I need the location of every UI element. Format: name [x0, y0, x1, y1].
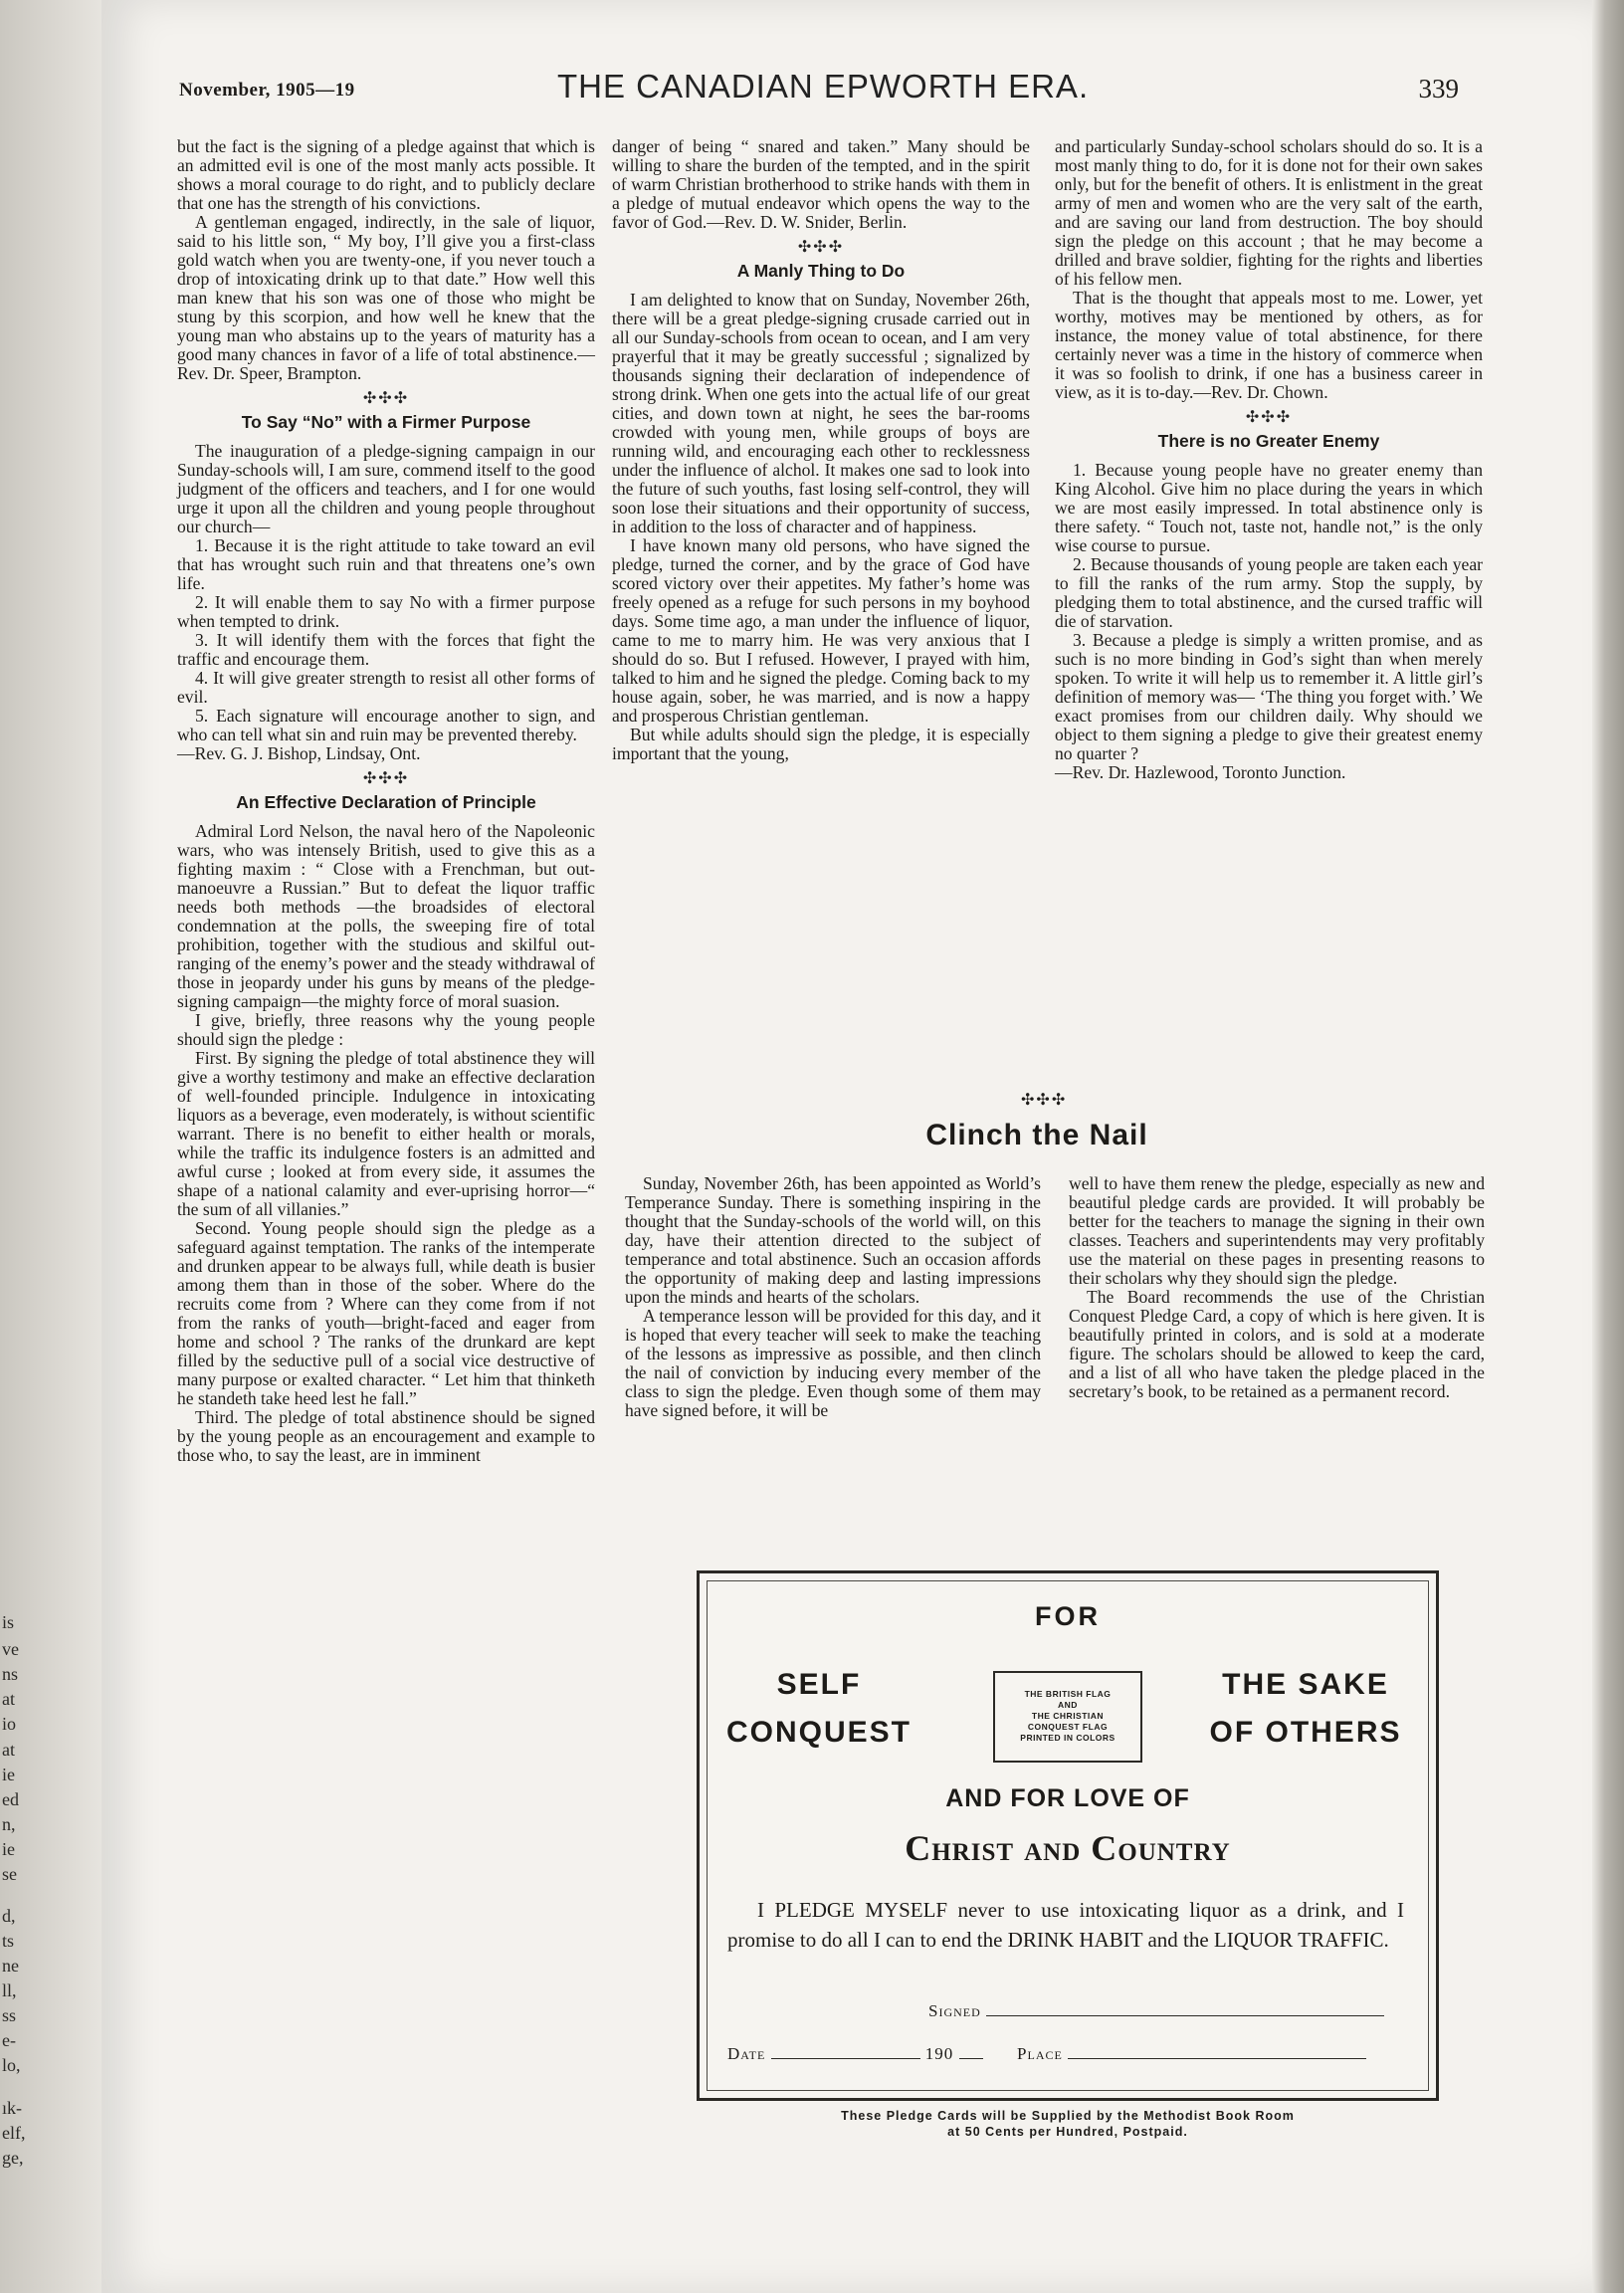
fringe-fragment: ne	[2, 1956, 19, 1976]
paragraph: But while adults should sign the pledge, it is especially important that the young,	[612, 725, 1030, 763]
signed-label: Signed	[928, 2001, 981, 2020]
clinch-column-right	[1069, 1174, 1485, 1401]
paragraph: The Board recommends the use of the Christian Conquest Pledge Card, a copy of which is here given. It is beautifully printed in colors, and is sold at a moderate figure. The scholars should be allowed to keep the card, and a list of all who have taken the pledge placed in the secretary’s book, to be retained as a permanent record.	[1069, 1287, 1485, 1401]
column-2	[612, 137, 1030, 763]
ornament: ✣✣✣	[797, 239, 845, 256]
paragraph: A gentleman engaged, indirectly, in the sale of liquor, said to his little son, “ My boy, I’ll give you a first-class gold watch when you are twenty-one, if you never touch a drop of intoxicating drink up to that date.” How well this man knew that his son was one of those who might be stung by this scorpion, and how well he knew that the young man who abstains up to the years of maturity has a good many chances in favor of a life of total abstinence.—Rev. Dr. Speer, Brampton.	[177, 212, 595, 383]
ornament: ✣✣✣	[362, 390, 410, 407]
fringe-fragment: elf,	[2, 2123, 26, 2143]
fringe-fragment: d,	[2, 1906, 16, 1926]
pledge-card	[697, 1570, 1439, 2101]
list-item: 1. Because it is the right attitude to take toward an evil that has wrought such ruin and that threatens one’s own life.	[177, 535, 595, 593]
fringe-fragment: ie	[2, 1765, 15, 1784]
flag-caption: CONQUEST FLAG	[1027, 1722, 1109, 1732]
section-heading: To Say “No” with a Firmer Purpose	[241, 412, 531, 432]
fringe-fragment: e-	[2, 2030, 16, 2050]
fringe-fragment: io	[2, 1714, 17, 1734]
ornament: ✣✣✣	[1245, 409, 1293, 426]
card-word: SELF	[776, 1668, 862, 1701]
card-love: AND FOR LOVE OF	[945, 1784, 1190, 1812]
flag-caption: THE BRITISH FLAG	[1024, 1689, 1112, 1699]
page-header	[179, 68, 1483, 117]
card-word: THE SAKE	[1222, 1668, 1389, 1701]
fringe-fragment: se	[2, 1864, 17, 1884]
paragraph: I give, briefly, three reasons why the young people should sign the pledge :	[177, 1010, 595, 1049]
card-christ-country: Christ and Country	[905, 1828, 1231, 1868]
list-item: 2. Because thousands of young people are taken each year to fill the ranks of the rum army. Stop the supply, by pledging them to total abstinence, and the cursed traffic will die of starvation.	[1055, 554, 1483, 631]
fringe-fragment: is	[2, 1612, 15, 1632]
fringe-fragment: ss	[2, 2005, 17, 2025]
paragraph: but the fact is the signing of a pledge against that which is an admitted evil is one of the most manly acts possible. It shows a moral courage to do right, and to publicly declare that one has the strength of his convictions.	[177, 136, 595, 213]
flag-caption: AND	[1058, 1700, 1078, 1710]
signature-blank	[986, 2015, 1384, 2016]
fringe-fragment: ge,	[2, 2148, 24, 2168]
list-item: 3. Because a pledge is simply a written promise, and as such is no more binding in God’s sight than when merely spoken. To write it will help us to remember it. A little girl’s definition of memory was— ‘The thing you forget with.’ We exact promises from our children daily. Why should we object to them signing a pledge to give their greatest enemy no quarter ?	[1055, 630, 1483, 763]
paragraph: well to have them renew the pledge, especially as new and beautiful pledge cards are provided. It will probably be better for the teachers to manage the signing in their own classes. Teachers and superintendents may very profitably use the material on these pages in presenting reasons to their scholars why they should sign the pledge.	[1069, 1173, 1485, 1288]
fringe-fragment: n,	[2, 1814, 16, 1834]
section-heading: There is no Greater Enemy	[1157, 431, 1380, 451]
paragraph: Third. The pledge of total abstinence should be signed by the young people as an encouragement and example to those who, to say the least, are in imminent	[177, 1407, 595, 1465]
flag-caption: THE CHRISTIAN	[1031, 1711, 1105, 1721]
fringe-fragment: ed	[2, 1789, 19, 1809]
year-label: 190	[924, 2044, 954, 2063]
signature-line: —Rev. G. J. Bishop, Lindsay, Ont.	[177, 743, 421, 763]
adjacent-page-fringe	[0, 0, 26, 2293]
list-item: 1. Because young people have no greater enemy than King Alcohol. Give him no place during the years in which we are most easily impressed. In total abstinence only is there safety. “ Touch not, taste not, handle not,” is the only wise course to pursue.	[1055, 460, 1483, 555]
section-heading: A Manly Thing to Do	[736, 261, 906, 281]
year-blank	[959, 2058, 983, 2059]
paragraph: danger of being “ snared and taken.” Many should be willing to share the burden of the tempted, and in the spirit of warm Christian brotherhood to strike hands with them in a pledge of mutual endeavor which opens the way to the favor of God.—Rev. D. W. Snider, Berlin.	[612, 136, 1030, 232]
signed-field	[928, 2001, 1406, 2021]
fringe-fragment: ie	[2, 1839, 15, 1859]
fringe-fragment: ll,	[2, 1980, 17, 2000]
footer-line: These Pledge Cards will be Supplied by the Methodist Book Room	[841, 2109, 1295, 2123]
card-right-words	[1183, 1661, 1428, 1757]
flag-caption: PRINTED IN COLORS	[1020, 1733, 1116, 1743]
section-heading: An Effective Declaration of Principle	[236, 792, 536, 812]
paragraph: Second. Young people should sign the pledge as a safeguard against temptation. The ranks of the intemperate and drunken appear to be always full, while death is busier among them than in those of the sober. Where do the recruits come from ? Where can they come from if not from the ranks of youth—bright-faced and eager from home and school ? The ranks of the drunkard are kept filled by the seductive pull of a social vice destructive of many purpose or exalted character. “ Let him that thinketh he standeth take heed lest he fall.”	[177, 1218, 595, 1408]
issue-date: November, 1905—19	[179, 80, 355, 101]
paragraph: Admiral Lord Nelson, the naval hero of the Napoleonic wars, who was intensely British, used to give this as a fighting maxim : “ Close with a Frenchman, but out-manoeuvre a Russian.” But to defeat the liquor traffic needs both methods —the broadsides of electoral condemnation at the polls, the sweeping fire of total prohibition, together with the studious and skilful out-ranging of the enemy’s power and the steady withdrawal of those in jeopardy under his guns by means of the pledge-signing campaign—the mighty force of moral suasion.	[177, 821, 595, 1011]
date-label: Date	[727, 2044, 766, 2063]
article-title: Clinch the Nail	[925, 1119, 1148, 1151]
place-blank	[1068, 2058, 1366, 2059]
card-word: OF OTHERS	[1209, 1716, 1402, 1749]
fringe-fragment: ns	[2, 1664, 19, 1684]
column-3	[1055, 137, 1483, 782]
paragraph: I have known many old persons, who have signed the pledge, turned the corner, and by the grace of God have scored victory over their appetites. My father’s home was freely opened as a refuge for such persons in my boyhood days. Some time ago, a man under the influence of liquor, came to me to marry him. He was very anxious that I should do so. But I refused. However, I prayed with him, talked to him and he signed the pledge. Coming back to my house again, sober, he was married, and is now a happy and prosperous Christian gentleman.	[612, 535, 1030, 726]
card-left-words	[719, 1661, 918, 1757]
publication-title: THE CANADIAN EPWORTH ERA.	[557, 68, 1090, 104]
date-place-row	[727, 2044, 1414, 2064]
date-blank	[771, 2058, 920, 2059]
column-1	[177, 137, 595, 1465]
card-word: CONQUEST	[725, 1716, 912, 1749]
signature-line: —Rev. Dr. Hazlewood, Toronto Junction.	[1055, 762, 1346, 782]
page-number: 339	[1418, 74, 1459, 104]
fringe-fragment: at	[2, 1689, 15, 1709]
list-item: 3. It will identify them with the forces that fight the traffic and encourage them.	[177, 630, 595, 669]
paragraph: That is the thought that appeals most to me. Lower, yet worthy, motives may be mentioned by others, as for instance, the money value of total abstinence, for there certainly never was a time in the history of commerce when it was so foolish to drink, if one has a business career in view, as it is to-day.—Rev. Dr. Chown.	[1055, 288, 1483, 402]
fringe-fragment: ık-	[2, 2098, 22, 2118]
clinch-column-left	[625, 1174, 1041, 1420]
card-footer-note	[697, 2108, 1439, 2140]
list-item: 4. It will give greater strength to resist all other forms of evil.	[177, 668, 595, 707]
list-item: 5. Each signature will encourage another to sign, and who can tell what sin and ruin may be prevented thereby.	[177, 706, 595, 744]
ornament: ✣✣✣	[1021, 1092, 1068, 1109]
fringe-fragment: ve	[2, 1639, 19, 1659]
paragraph: I am delighted to know that on Sunday, November 26th, there will be a great pledge-signing crusade carried out in all our Sunday-schools from ocean to ocean, and I am very prayerful that it may be greatly successful ; signalized by thousands signing their declaration of independence of strong drink. When one gets into the actual life of our great cities, and down town at night, he sees the bar-rooms crowded with young men, while groups of boys are running wild, and encouraging each other to recklessness under the influence of alchol. It makes one sad to look into the future of such youths, fast losing self-control, they will soon lose their situations and their opportunity of success, in addition to the loss of character and of happiness.	[612, 290, 1030, 536]
paragraph: Sunday, November 26th, has been appointed as World’s Temperance Sunday. There is something inspiring in the thought that the Sunday-schools of the world will, on this day, have their attention directed to the subject of temperance and total abstinence. Such an occasion affords the opportunity of making deep and lasting impressions upon the minds and hearts of the scholars.	[625, 1173, 1041, 1307]
fringe-fragment: ts	[2, 1931, 15, 1951]
list-item: 2. It will enable them to say No with a firmer purpose when tempted to drink.	[177, 592, 595, 631]
card-for: FOR	[1035, 1601, 1101, 1631]
paragraph: First. By signing the pledge of total abstinence they will give a worthy testimony and make an effective declaration of well-founded principle. Indulgence in intoxicating liquors as a beverage, even moderately, is without scientific warrant. There is no benefit to either health or morals, while the traffic its indulgence fosters is an admitted and awful curse ; looked at from every side, it assumes the shape of a national calamity and ever-uprising horror—“ the sum of all villanies.”	[177, 1048, 595, 1219]
fringe-fragment: at	[2, 1740, 15, 1760]
flag-placeholder	[993, 1671, 1142, 1763]
paragraph: A temperance lesson will be provided for this day, and it is hoped that every teacher will seek to make the teaching of the lessons as impressive as possible, and then clinch the nail of conviction by inducing every member of the class to sign the pledge. Even though some of them may have signed before, it will be	[625, 1306, 1041, 1420]
paragraph: and particularly Sunday-school scholars should do so. It is a most manly thing to do, for it is done not for their own sakes only, but for the benefit of others. It is enlistment in the great army of men and women who are the very salt of the earth, and are saving our land from destruction. The boy should sign the pledge on this account ; that he may become a drilled and brave soldier, fighting for the rights and liberties of his fellow men.	[1055, 136, 1483, 289]
page-edge	[1592, 0, 1624, 2293]
footer-line: at 50 Cents per Hundred, Postpaid.	[947, 2125, 1188, 2139]
paragraph: The inauguration of a pledge-signing campaign in our Sunday-schools will, I am sure, commend itself to the good judgment of the officers and teachers, and I for one would urge it upon all the children and young people throughout our church—	[177, 441, 595, 536]
fringe-fragment: lo,	[2, 2055, 21, 2075]
ornament: ✣✣✣	[362, 770, 410, 787]
place-label: Place	[1017, 2044, 1063, 2063]
pledge-text: I PLEDGE MYSELF never to use intoxicating liquor as a drink, and I promise to do all I can to end the DRINK HABIT and the LIQUOR TRAFFIC.	[727, 1898, 1404, 1952]
